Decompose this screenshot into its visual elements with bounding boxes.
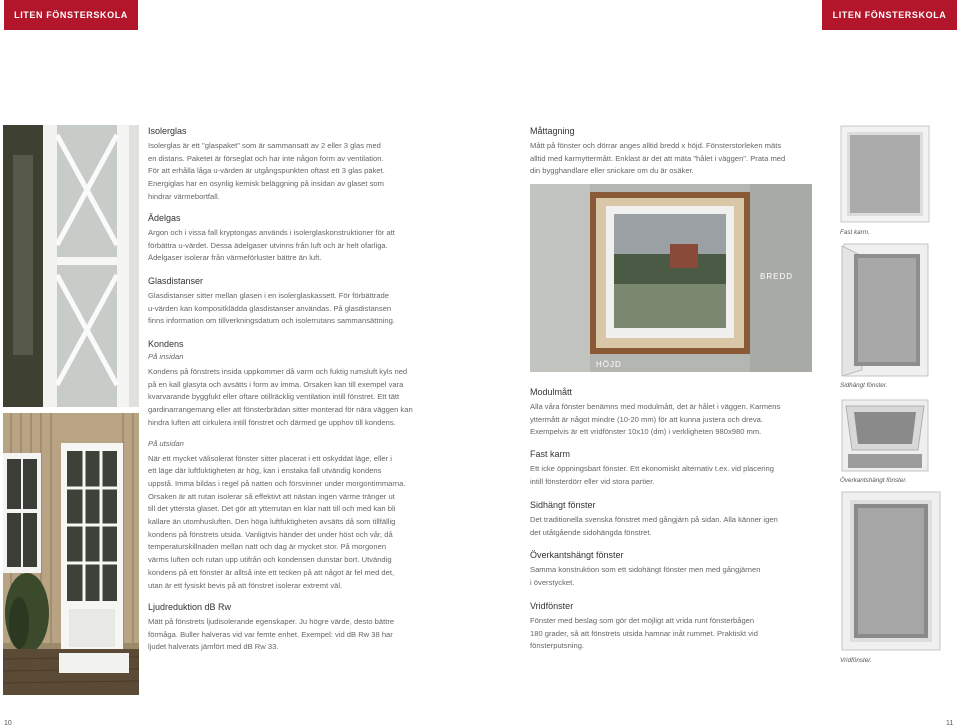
label-bredd: BREDD [760,272,794,281]
text-ljudreduktion [148,616,438,654]
text-line: hindra luften att cirkulera intill fönstret och därmed ge upphov till kondens. [148,417,396,427]
text-line: gardinarrangemang eller att fönsterbrädan sitter monterad för nära väggen kan [148,405,413,415]
text-isolerglas [148,140,438,204]
text-line: Samma konstruktion som ett sidohängt fönster men med gångjärnen [530,565,761,574]
text-line: Fönster med beslag som gör det möjligt att vrida runt fönsterbågen [530,616,755,625]
text-line: Det traditionella svenska fönstret med gångjärn på sidan. Alla känner igen [530,515,778,524]
text-line: u-värden kan kompositklädda glasdistanser användas. På glasdistansen [148,303,392,313]
measurement-photo [530,184,812,372]
left-header-banner [4,0,138,30]
text-line: För att erhålla låga u-värden är utgångspunkten oftast ett 3 glas paket. [148,166,385,176]
overkantshangt-window-image [840,398,930,473]
caption-vridfonster: Vridfönster. [840,657,872,664]
text-vridfonster [530,615,820,653]
text-line: förbättra u-värdet. Dessa ädelgaser utvinns från luft och är helt ofarliga. [148,240,388,250]
section-ljudreduktion [148,601,438,654]
heading-mattagning: Måttagning [530,126,575,136]
caption-overkantshangt: Överkantshängt fönster. [840,477,907,484]
section-mattagning [530,125,825,178]
text-line: uppstå. Imma bildas i regel på natten och försvinner under morgontimmarna. [148,478,406,488]
house-door-photo [3,413,139,695]
section-vridfonster [530,600,820,653]
text-sidhangt [530,514,820,539]
text-line: Isolerglas är ett "glaspaket" som är sammansatt av 2 eller 3 glas med [148,141,381,150]
heading-modulmatt: Modulmått [530,387,573,397]
text-line: din bygghandlare eller snickare om du är osäker. [530,166,694,176]
text-line: kallare än utomhusluften. Den höga luftfuktigheten avsätts då som tillfällig [148,517,396,527]
text-line: Kondens på fönstrets insida uppkommer då varm och fuktig rumsluft kyls ned [148,367,408,376]
text-line: alltid med karmyttermått. Enklast är det att mäta "hålet i väggen". Prata med [530,153,786,163]
text-line: När ett mycket välisolerat fönster sitter placerat i ett oskyddat läge, eller i [148,453,392,463]
text-kondens-utsidan [148,453,443,593]
fast-karm-window-image [840,125,930,223]
page-number-right: 11 [946,720,954,727]
subheading-pa-utsidan: På utsidan [148,438,184,448]
text-line: i överstycket. [530,577,575,587]
label-hojd: HÖJD [596,360,622,369]
text-line: utan är ett fysiskt bevis på att fönstret isolerar extremt väl. [148,580,343,590]
text-modulmatt [530,401,820,439]
text-line: ett läge där luftfuktigheten är hög, kan i enstaka fall utvändig kondens [148,466,382,476]
text-line: 180 grader, så att fönstrets utsida hamnar inåt rummet. Praktiskt vid [530,628,758,638]
text-overkantshangt [530,564,820,589]
text-line: kvarvarande byggfukt eller oftare otillräcklig ventilation intill fönstret. Ett tätt [148,392,400,402]
heading-glasdistanser: Glasdistanser [148,276,204,286]
text-line: Glasdistanser sitter mellan glasen i en isolerglaskassett. För förbättrade [148,291,390,300]
text-line: förmåga. Buller halveras vid var femte enhet. Exempel: vid dB Rw 38 har [148,629,393,639]
heading-isolerglas: Isolerglas [148,126,187,136]
text-line: Argon och i vissa fall kryptongas används i isolerglaskonstruktioner för att [148,228,395,237]
text-line: Ett icke öppningsbart fönster. Ett ekonomiskt alternativ t.ex. vid placering [530,464,774,473]
section-sidhangt [530,499,820,539]
section-modulmatt [530,386,820,439]
text-adelgas [148,227,438,265]
text-fast-karm [530,463,820,488]
text-line: Alla våra fönster benämns med modulmått, det är hålet i väggen. Karmens [530,402,781,411]
section-glasdistanser [148,275,438,328]
text-line: temperaturskillnaden mellan natt och dag är mycket stor. På morgonen [148,542,387,552]
text-line: finns information om tillverkningsdatum och isolerrutans sammansättning. [148,316,395,326]
text-line: ljudet halverats jämfört med dB Rw 33. [148,642,279,652]
text-mattagning [530,140,825,178]
heading-vridfonster: Vridfönster [530,601,574,611]
right-header-banner [822,0,957,30]
text-line: Orsaken är att rutan isolerar så effektivt att nästan ingen värme tränger ut [148,491,395,501]
section-overkantshangt [530,549,820,589]
text-line: Mått på fönster och dörrar anges alltid bredd x höjd. Fönsterstorleken mäts [530,141,782,150]
text-glasdistanser [148,290,438,328]
text-line: Mätt på fönstrets ljudisolerande egenskaper. Ju högre värde, desto bättre [148,617,395,626]
section-adelgas [148,212,438,265]
text-line: kondens på fönstrets utsida. Vanligtvis händer det under höst och vår, då [148,529,393,539]
subheading-pa-insidan: På insidan [148,352,184,361]
section-fast-karm [530,448,820,488]
vridfonster-window-image [840,490,942,652]
caption-fast-karm: Fast karm. [840,229,870,236]
text-line: hindrar värmebortfall. [148,191,220,201]
text-line: Ädelgaser isolerar från värmeförluster bättre än luft. [148,253,322,263]
heading-ljudreduktion: Ljudreduktion dB Rw [148,602,232,612]
heading-kondens: Kondens [148,339,184,349]
heading-fast-karm: Fast karm [530,449,571,459]
text-line: värms luften och rutan upp utifrån och kondensen dunstar bort. Utvändig [148,555,392,565]
text-line: kondens på ett fönster är alltså inte ett tecken på att något är fel med det, [148,567,395,577]
text-line: en distans. Paketet är förseglat och har inte någon form av ventilation. [148,153,384,163]
left-header-text: LITEN FÖNSTERSKOLA [14,10,128,20]
text-line: Energiglas har en osynlig kemisk beläggning på insidan av glaset som [148,179,384,189]
page-number-left: 10 [4,720,12,727]
section-isolerglas [148,125,438,204]
heading-overkantshangt: Överkantshängt fönster [530,550,624,560]
caption-sidhangt: Sidhängt fönster. [840,382,888,389]
window-closeup-photo [3,125,139,407]
section-kondens [148,338,443,592]
text-line: Exempelvis är ett vridfönster 10x10 (dm) i verkligheten 980x980 mm. [530,427,762,437]
text-line: yttermått är något mindre (10-20 mm) för att kunna justera och dreva. [530,414,763,424]
heading-sidhangt: Sidhängt fönster [530,500,596,510]
text-kondens-insidan [148,366,443,430]
heading-adelgas: Ädelgas [148,213,181,223]
right-header-text: LITEN FÖNSTERSKOLA [832,10,947,20]
text-line: på en kall glasyta och avsätts i form av imma. Orsaken kan till exempel vara [148,379,404,389]
text-line: det utåtgående sidohängda fönstret. [530,527,652,537]
sidhangt-window-image [840,242,930,378]
text-line: fönsterputsning. [530,641,585,651]
text-line: intill fönsterdörr eller vid stora partier. [530,476,655,486]
text-line: till det yttersta glaset. Det gör att ytterrutan en klar natt till och med kan bli [148,504,396,514]
